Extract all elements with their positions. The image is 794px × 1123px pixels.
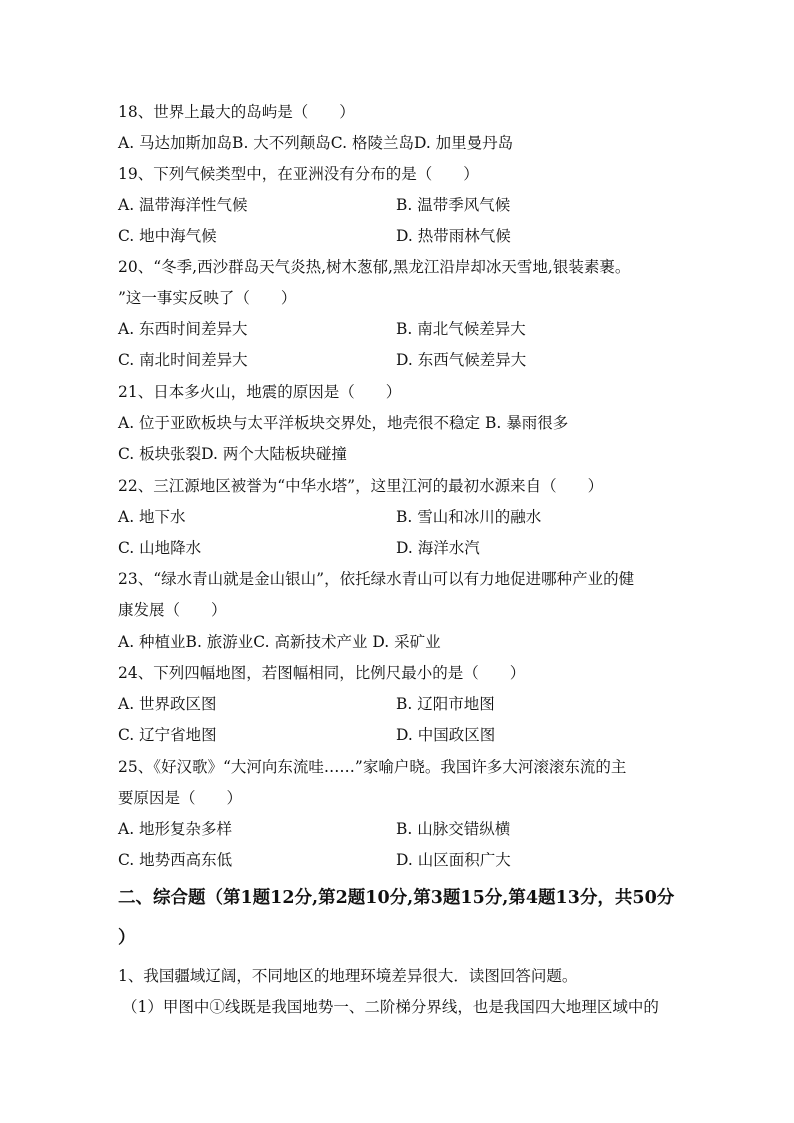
question-18-options: A. 马达加斯加岛B. 大不列颠岛C. 格陵兰岛D. 加里曼丹岛 (118, 134, 514, 152)
question-21-options-line1: A. 位于亚欧板块与太平洋板块交界处，地壳很不稳定 B. 暴雨很多 (118, 414, 569, 432)
question-20-option-c: C. 南北时间差异大 (118, 351, 248, 369)
question-25-stem-line2: 要原因是（ ） (118, 789, 243, 807)
question-20-stem-line1: 20、“冬季,西沙群岛天气炎热,树木葱郁,黑龙江沿岸却冰天雪地,银装素裹。 (118, 258, 631, 276)
question-22-option-d: D. 海洋水汽 (396, 539, 480, 557)
question-19-stem: 19、下列气候类型中，在亚洲没有分布的是（ ） (118, 165, 479, 183)
question-19-option-d: D. 热带雨林气候 (396, 227, 511, 245)
question-22-option-a: A. 地下水 (118, 508, 186, 526)
question-24-stem: 24、下列四幅地图，若图幅相同，比例尺最小的是（ ） (118, 664, 526, 682)
question-24-option-c: C. 辽宁省地图 (118, 726, 217, 744)
question-23-options: A. 种植业B. 旅游业C. 高新技术产业 D. 采矿业 (118, 633, 441, 651)
question-22-option-c: C. 山地降水 (118, 539, 202, 557)
question-20-option-a: A. 东西时间差异大 (118, 320, 248, 338)
question-24-option-b: B. 辽阳市地图 (396, 695, 495, 713)
question-24-option-a: A. 世界政区图 (118, 695, 217, 713)
section-2-question-1-stem: 1、我国疆域辽阔，不同地区的地理环境差异很大．读图回答问题。 (118, 967, 578, 985)
question-23-stem-line1: 23、“绿水青山就是金山银山”，依托绿水青山可以有力地促进哪种产业的健 (118, 570, 635, 588)
question-18-stem: 18、世界上最大的岛屿是（ ） (118, 103, 355, 121)
question-19-option-c: C. 地中海气候 (118, 227, 217, 245)
question-21-stem: 21、日本多火山，地震的原因是（ ） (118, 383, 402, 401)
question-19-option-b: B. 温带季风气候 (396, 196, 511, 214)
section-2-title-line1: 二、综合题（第1题12分,第2题10分,第3题15分,第4题13分，共50分 (118, 888, 675, 908)
question-22-option-b: B. 雪山和冰川的融水 (396, 508, 542, 526)
question-22-stem: 22、三江源地区被誉为“中华水塔”，这里江河的最初水源来自（ ） (118, 477, 604, 495)
question-25-option-c: C. 地势西高东低 (118, 851, 233, 869)
question-24-option-d: D. 中国政区图 (396, 726, 496, 744)
question-25-option-a: A. 地形复杂多样 (118, 820, 233, 838)
question-20-stem-line2: ”这一事实反映了（ ） (118, 289, 297, 307)
question-21-options-line2: C. 板块张裂D. 两个大陆板块碰撞 (118, 445, 347, 463)
section-2-question-1-part-1: （1）甲图中①线既是我国地势一、二阶梯分界线，也是我国四大地理区域中的 (122, 998, 659, 1016)
section-2-title-line2: ） (118, 928, 136, 948)
question-25-stem-line1: 25、《好汉歌》“大河向东流哇……”家喻户晓。我国许多大河滚滚东流的主 (118, 758, 627, 776)
question-25-option-b: B. 山脉交错纵横 (396, 820, 511, 838)
question-23-stem-line2: 康发展（ ） (118, 601, 227, 619)
question-19-option-a: A. 温带海洋性气候 (118, 196, 248, 214)
question-25-option-d: D. 山区面积广大 (396, 851, 511, 869)
question-20-option-d: D. 东西气候差异大 (396, 351, 527, 369)
question-20-option-b: B. 南北气候差异大 (396, 320, 526, 338)
